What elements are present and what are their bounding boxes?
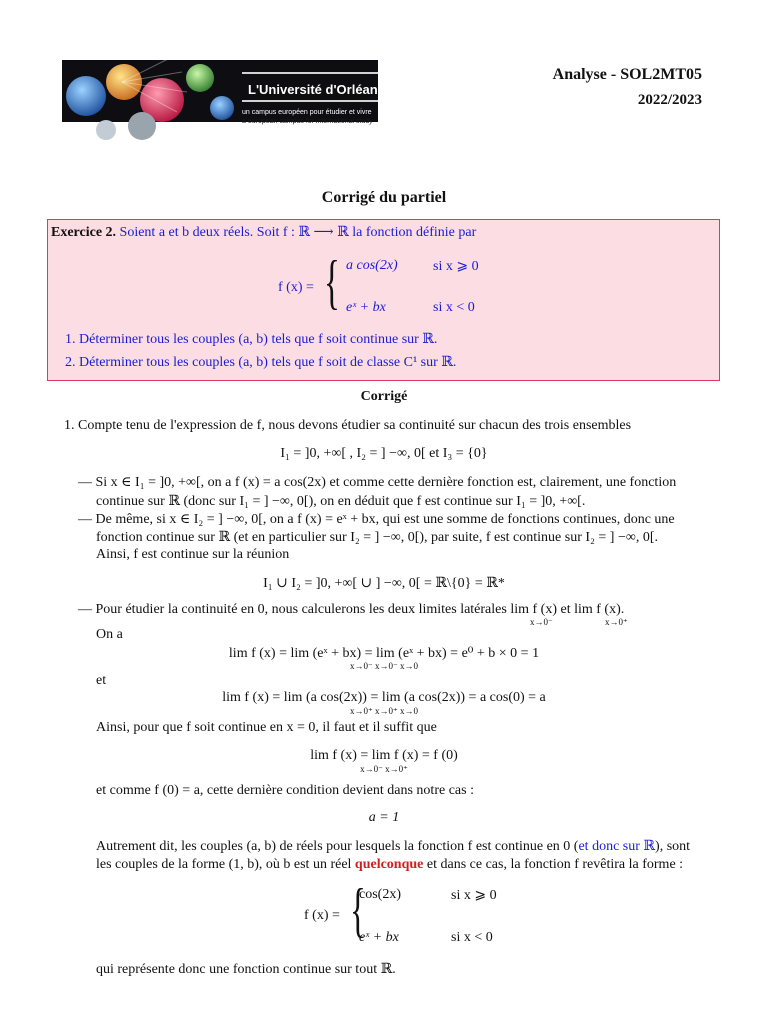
corrige-heading: Corrigé bbox=[360, 389, 408, 404]
equation-limit-left-sub: x→0⁻ x→0⁻ x→0 bbox=[349, 661, 418, 671]
definition-lhs: f (x) = bbox=[278, 280, 314, 295]
final-case1-condition: si x ⩾ 0 bbox=[451, 888, 497, 903]
autrement-line-2 bbox=[96, 857, 683, 873]
equation-condition-sub: x→0⁻ x→0⁺ bbox=[360, 764, 408, 774]
autrement-line-1-start: Autrement dit, les couples (a, b) de réels pour lesquels la fonction f est continue en 0 ( bbox=[96, 839, 579, 854]
autrement-line-2-start: les couples de la forme (1, b), où b est un réel bbox=[96, 857, 355, 872]
bullet-2-line-2: fonction continue sur ℝ (et en particulier sur I₂ = ] −∞, 0[), par suite, f est continue sur I₂ = ] −∞, 0[. bbox=[96, 530, 659, 545]
definition-brace: { bbox=[324, 249, 340, 315]
solution-paragraph-1: 1. Compte tenu de l'expression de f, nous devons étudier sa continuité sur chacun des trois ensembles bbox=[64, 418, 632, 433]
university-logo-graphic bbox=[62, 52, 378, 145]
autrement-line-1-end: ), sont bbox=[655, 839, 691, 854]
equation-limit-left: lim f (x) = lim (eˣ + bx) = lim (eˣ + bx) = e⁰ + b × 0 = 1 bbox=[228, 646, 540, 661]
case2-condition: si x < 0 bbox=[433, 300, 475, 315]
ainsi-line: Ainsi, pour que f soit continue en x = 0, il faut et il suffit que bbox=[96, 720, 437, 735]
limit-sub-left: x→0⁻ bbox=[530, 617, 553, 627]
autrement-line-2-highlight: quelconque bbox=[354, 857, 424, 872]
bullet-1-line-1: — Si x ∈ I₁ = ]0, +∞[, on a f (x) = a cos(2x) et comme cette dernière fonction est, clairement, une fonction bbox=[78, 475, 677, 490]
equation-sets: I₁ = ]0, +∞[ , I₂ = ] −∞, 0[ et I₃ = {0} bbox=[280, 446, 488, 461]
final-case2-expression: eˣ + bx bbox=[359, 930, 399, 945]
autrement-line-1-highlight: et donc sur ℝ bbox=[578, 839, 656, 854]
university-logo bbox=[62, 52, 378, 145]
final-definition-lhs: f (x) = bbox=[304, 908, 340, 923]
et-comme-line: et comme f (0) = a, cette dernière condition devient dans notre cas : bbox=[96, 783, 474, 798]
logo-title: L'Université d'Orléans bbox=[248, 82, 378, 97]
bullet-2-line-1: — De même, si x ∈ I₂ = ] −∞, 0[, on a f (x) = eˣ + bx, qui est une somme de fonctions continues, donc une bbox=[78, 512, 675, 527]
page-title: Corrigé du partiel bbox=[321, 189, 447, 206]
equation-a-equals-1: a = 1 bbox=[368, 810, 400, 825]
limit-sub-right: x→0⁺ bbox=[605, 617, 628, 627]
equation-limit-right: lim f (x) = lim (a cos(2x)) = lim (a cos(2x)) = a cos(0) = a bbox=[222, 690, 546, 705]
equation-limit-right-sub: x→0⁺ x→0⁺ x→0 bbox=[349, 706, 418, 716]
bullet-2-line-3: Ainsi, f est continue sur la réunion bbox=[96, 547, 290, 562]
course-code: Analyse - SOL2MT05 bbox=[552, 66, 702, 83]
bullet-3-line-1: — Pour étudier la continuité en 0, nous calculerons les deux limites latérales lim f (x) et lim f (x). bbox=[78, 602, 625, 617]
equation-condition: lim f (x) = lim f (x) = f (0) bbox=[310, 748, 458, 763]
bullet-1-line-2: continue sur ℝ (donc sur I₁ = ] −∞, 0[), on en déduit que f est continue sur I₁ = ]0, +∞[. bbox=[96, 494, 586, 509]
question-1: 1. Déterminer tous les couples (a, b) tels que f soit continue sur ℝ. bbox=[65, 332, 438, 347]
on-a: On a bbox=[96, 627, 123, 642]
final-definition-brace: { bbox=[350, 877, 366, 943]
academic-year: 2022/2023 bbox=[637, 92, 702, 108]
exercise-label: Exercice 2. bbox=[51, 225, 117, 240]
logo-tagline-fr: un campus européen pour étudier et vivre bbox=[242, 109, 372, 116]
exercise-intro: Soient a et b deux réels. Soit f : ℝ ⟶ ℝ la fonction définie par bbox=[119, 225, 477, 240]
et-word: et bbox=[96, 673, 107, 688]
case1-condition: si x ⩾ 0 bbox=[433, 259, 479, 274]
autrement-line-2-end: et dans ce cas, la fonction f revêtira la forme : bbox=[423, 857, 684, 872]
exercise-intro-line bbox=[51, 224, 476, 241]
logo-tagline-en: a european campus for international study bbox=[242, 118, 373, 125]
final-case2-condition: si x < 0 bbox=[451, 930, 493, 945]
conclusion-line: qui représente donc une fonction continue sur tout ℝ. bbox=[96, 962, 396, 977]
equation-union: I₁ ∪ I₂ = ]0, +∞[ ∪ ] −∞, 0[ = ℝ\{0} = ℝ* bbox=[263, 576, 505, 591]
final-case1-expression: cos(2x) bbox=[359, 887, 401, 902]
autrement-line-1 bbox=[96, 838, 690, 855]
case2-expression: eˣ + bx bbox=[346, 300, 386, 315]
exercise-box bbox=[47, 219, 720, 381]
case1-expression: a cos(2x) bbox=[346, 258, 398, 273]
question-2: 2. Déterminer tous les couples (a, b) tels que f soit de classe C¹ sur ℝ. bbox=[65, 355, 457, 370]
